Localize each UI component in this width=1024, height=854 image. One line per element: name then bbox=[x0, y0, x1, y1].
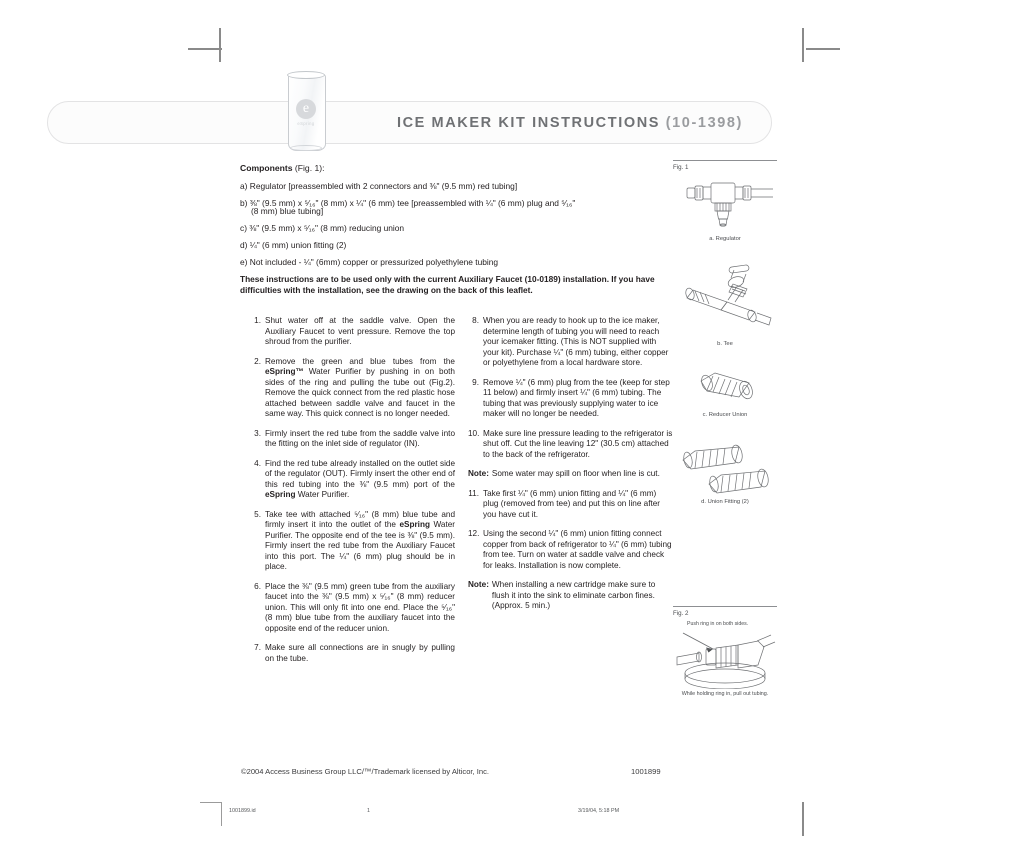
instruction-step bbox=[468, 489, 673, 521]
component-item-line: e) Not included - ¼" (6mm) copper or pressurized polyethylene tubing bbox=[240, 256, 499, 267]
figure-reducer-caption: c. Reducer Union bbox=[702, 412, 748, 418]
component-item bbox=[240, 258, 670, 266]
instruction-step bbox=[250, 459, 455, 501]
figure-1-label: Fig. 1 bbox=[673, 164, 689, 171]
figure-2-illustration-box bbox=[673, 627, 785, 689]
note-label: Note: bbox=[468, 580, 489, 589]
component-item bbox=[240, 224, 670, 232]
step-text: When you are ready to hook up to the ice maker, determine length of tubing you will need to reach your icemaker fitting. (This is NOT supplied with your kit). Purchase ¼" (6 mm) tubing, either copper or polyethylene from a local hardware store. bbox=[483, 316, 669, 367]
union-fitting-illustration bbox=[673, 434, 777, 496]
instruction-step bbox=[250, 316, 455, 348]
figure-2-label: Fig. 2 bbox=[673, 610, 689, 617]
components-heading-bold: Components bbox=[240, 163, 293, 173]
reducer-union-illustration bbox=[673, 365, 777, 409]
figure-tee bbox=[673, 258, 785, 338]
instruction-step bbox=[250, 643, 455, 664]
step-text: Using the second ¼" (6 mm) union fitting connect copper from back of refrigerator to ¼" (6 mm) tubing from tee. Turn on water at saddle valve and check for leaks. Installation is now complete. bbox=[483, 529, 672, 570]
instruction-note bbox=[468, 469, 673, 480]
step-text: Shut water off at the saddle valve. Open the Auxiliary Faucet to vent pressure. Remove the top shroud from the purifier. bbox=[265, 316, 455, 346]
step-number: 2. bbox=[254, 356, 261, 366]
figure-column bbox=[673, 160, 785, 505]
steps-column-right bbox=[468, 316, 673, 621]
step-text: Remove the green and blue tubes from the eSpring™ Water Purifier by pushing in on both sides of the ring and pulling the tube out (Fig.2). Remove the quick connect from the red plastic hose attached between saddle valve and faucet in the same way. This quick connect is no longer needed. bbox=[265, 356, 455, 418]
instruction-note bbox=[468, 580, 673, 612]
slug-timestamp: 3/19/04, 5:18 PM bbox=[578, 808, 620, 814]
instruction-step bbox=[250, 357, 455, 420]
figure-tee-caption: b. Tee bbox=[717, 341, 733, 347]
figure-divider bbox=[673, 160, 777, 161]
important-notice: These instructions are to be used only with the current Auxiliary Faucet (10-0189) installation. If you have difficulties with the installation, see the drawing on the back of this leaflet. bbox=[240, 274, 655, 295]
slug-filename: 1001899.id bbox=[229, 808, 256, 814]
note-label: Note: bbox=[468, 469, 489, 478]
step-number: 3. bbox=[254, 428, 261, 438]
component-item bbox=[240, 241, 670, 249]
slug-bar bbox=[221, 802, 222, 826]
step-number: 8. bbox=[472, 316, 479, 325]
slug-page-number: 1 bbox=[367, 808, 370, 814]
step-number: 9. bbox=[472, 377, 479, 387]
figure-2-note-top: Push ring in on both sides. bbox=[687, 621, 749, 627]
step-number: 5. bbox=[254, 509, 261, 519]
push-ring-illustration bbox=[673, 627, 777, 689]
figure-2-block bbox=[673, 606, 785, 697]
step-text: Make sure all connections are in snugly by pulling on the tube. bbox=[265, 643, 455, 663]
steps-column-left bbox=[250, 316, 455, 673]
step-text: Take tee with attached ⁵⁄₁₆" (8 mm) blue tube and firmly insert it into the outlet of the eSpring Water Purifier. The opposite end of the tee is ⅜" (9.5 mm). Firmly insert the red tube from the Auxiliary Faucet into this port. The ¼" (6 mm) plug should be in place. bbox=[265, 509, 455, 571]
regulator-illustration bbox=[673, 175, 777, 233]
step-number: 1. bbox=[254, 316, 261, 325]
component-item-line-continued: (8 mm) blue tubing] bbox=[251, 206, 324, 217]
component-item-line: b) ⅜" (9.5 mm) x ⁵⁄₁₆" (8 mm) x ¼" (6 mm) tee [preassembled with ¼" (6 mm) plug and ⁵⁄₁₆" bbox=[240, 197, 576, 208]
step-number: 7. bbox=[254, 643, 261, 652]
figure-2-note-bottom: While holding ring in, pull out tubing. bbox=[681, 691, 769, 697]
instruction-step bbox=[468, 316, 673, 369]
step-text: Find the red tube already installed on the outlet side of the regulator (OUT). Firmly insert the other end of this red tubing into the ⅜" (9.5 mm) port of the eSpring Water Purifier. bbox=[265, 458, 455, 499]
step-number: 12. bbox=[468, 529, 480, 538]
instruction-step bbox=[250, 429, 455, 450]
components-list bbox=[240, 182, 670, 274]
figure-union-caption: d. Union Fitting (2) bbox=[701, 499, 749, 505]
step-text: Make sure line pressure leading to the refrigerator is shut off. Cut the line leaving 12" (30.5 cm) attached to the back of the refrigerator. bbox=[483, 428, 673, 459]
component-item-line: a) Regulator [preassembled with 2 connectors and ⅜" (9.5 mm) red tubing] bbox=[240, 181, 518, 191]
component-item-line: d) ¼" (6 mm) union fitting (2) bbox=[240, 239, 347, 250]
component-item bbox=[240, 182, 670, 190]
note-text: When installing a new cartridge make sure to flush it into the sink to eliminate carbon fines. (Approx. 5 min.) bbox=[491, 580, 656, 610]
component-item-line: c) ⅜" (9.5 mm) x ⁵⁄₁₆" (8 mm) reducing union bbox=[240, 223, 405, 233]
step-number: 6. bbox=[254, 581, 261, 591]
step-text: Firmly insert the red tube from the saddle valve into the fitting on the inlet side of regulator (IN). bbox=[265, 428, 455, 448]
figure-regulator bbox=[673, 175, 785, 233]
figure-reducer-union bbox=[673, 365, 785, 409]
instruction-step bbox=[468, 429, 673, 461]
page-title-text: ICE MAKER KIT INSTRUCTIONS bbox=[396, 114, 661, 131]
note-text: Some water may spill on floor when line is cut. bbox=[491, 469, 660, 478]
instruction-step bbox=[468, 378, 673, 420]
footer-copyright: ©2004 Access Business Group LLC/™/Trademark licensed by Alticor, Inc. bbox=[241, 767, 490, 776]
footer-document-number: 1001899 bbox=[631, 767, 661, 776]
step-text: Place the ⅜" (9.5 mm) green tube from the auxiliary faucet into the ⅜" (9.5 mm) x ⁵⁄₁₆" (8 mm) reducer union. This will only fit into one end. Place the ⁵⁄₁₆" (8 mm) blue tube from the auxiliary faucet into the opposite end of the reducer union. bbox=[265, 581, 455, 633]
step-number: 4. bbox=[254, 458, 261, 468]
instruction-step bbox=[250, 510, 455, 573]
step-number: 10. bbox=[468, 428, 480, 438]
tee-illustration bbox=[673, 258, 777, 338]
page-title-code: (10-1398) bbox=[665, 114, 743, 131]
step-text: Remove ¼" (6 mm) plug from the tee (keep for step 11 below) and firmly insert ¼" (6 mm) tubing. The tubing that was previously supplying water to ice maker will no longer be needed. bbox=[483, 377, 670, 418]
espring-wordmark: eSpring bbox=[297, 121, 315, 126]
figure-regulator-caption: a. Regulator bbox=[709, 236, 741, 242]
component-item bbox=[240, 199, 670, 216]
figure-2-divider bbox=[673, 606, 777, 607]
instruction-step bbox=[468, 529, 673, 571]
slug-rule bbox=[200, 802, 222, 803]
step-text: Take first ¼" (6 mm) union fitting and ¼" (6 mm) plug (removed from tee) and put this on line after you have cut it. bbox=[483, 488, 661, 519]
instruction-step bbox=[250, 582, 455, 635]
step-number: 11. bbox=[468, 488, 479, 498]
components-heading-rest: (Fig. 1): bbox=[292, 163, 325, 173]
components-heading bbox=[240, 163, 325, 173]
espring-e-icon: e bbox=[296, 99, 316, 119]
figure-union-fitting bbox=[673, 434, 785, 496]
